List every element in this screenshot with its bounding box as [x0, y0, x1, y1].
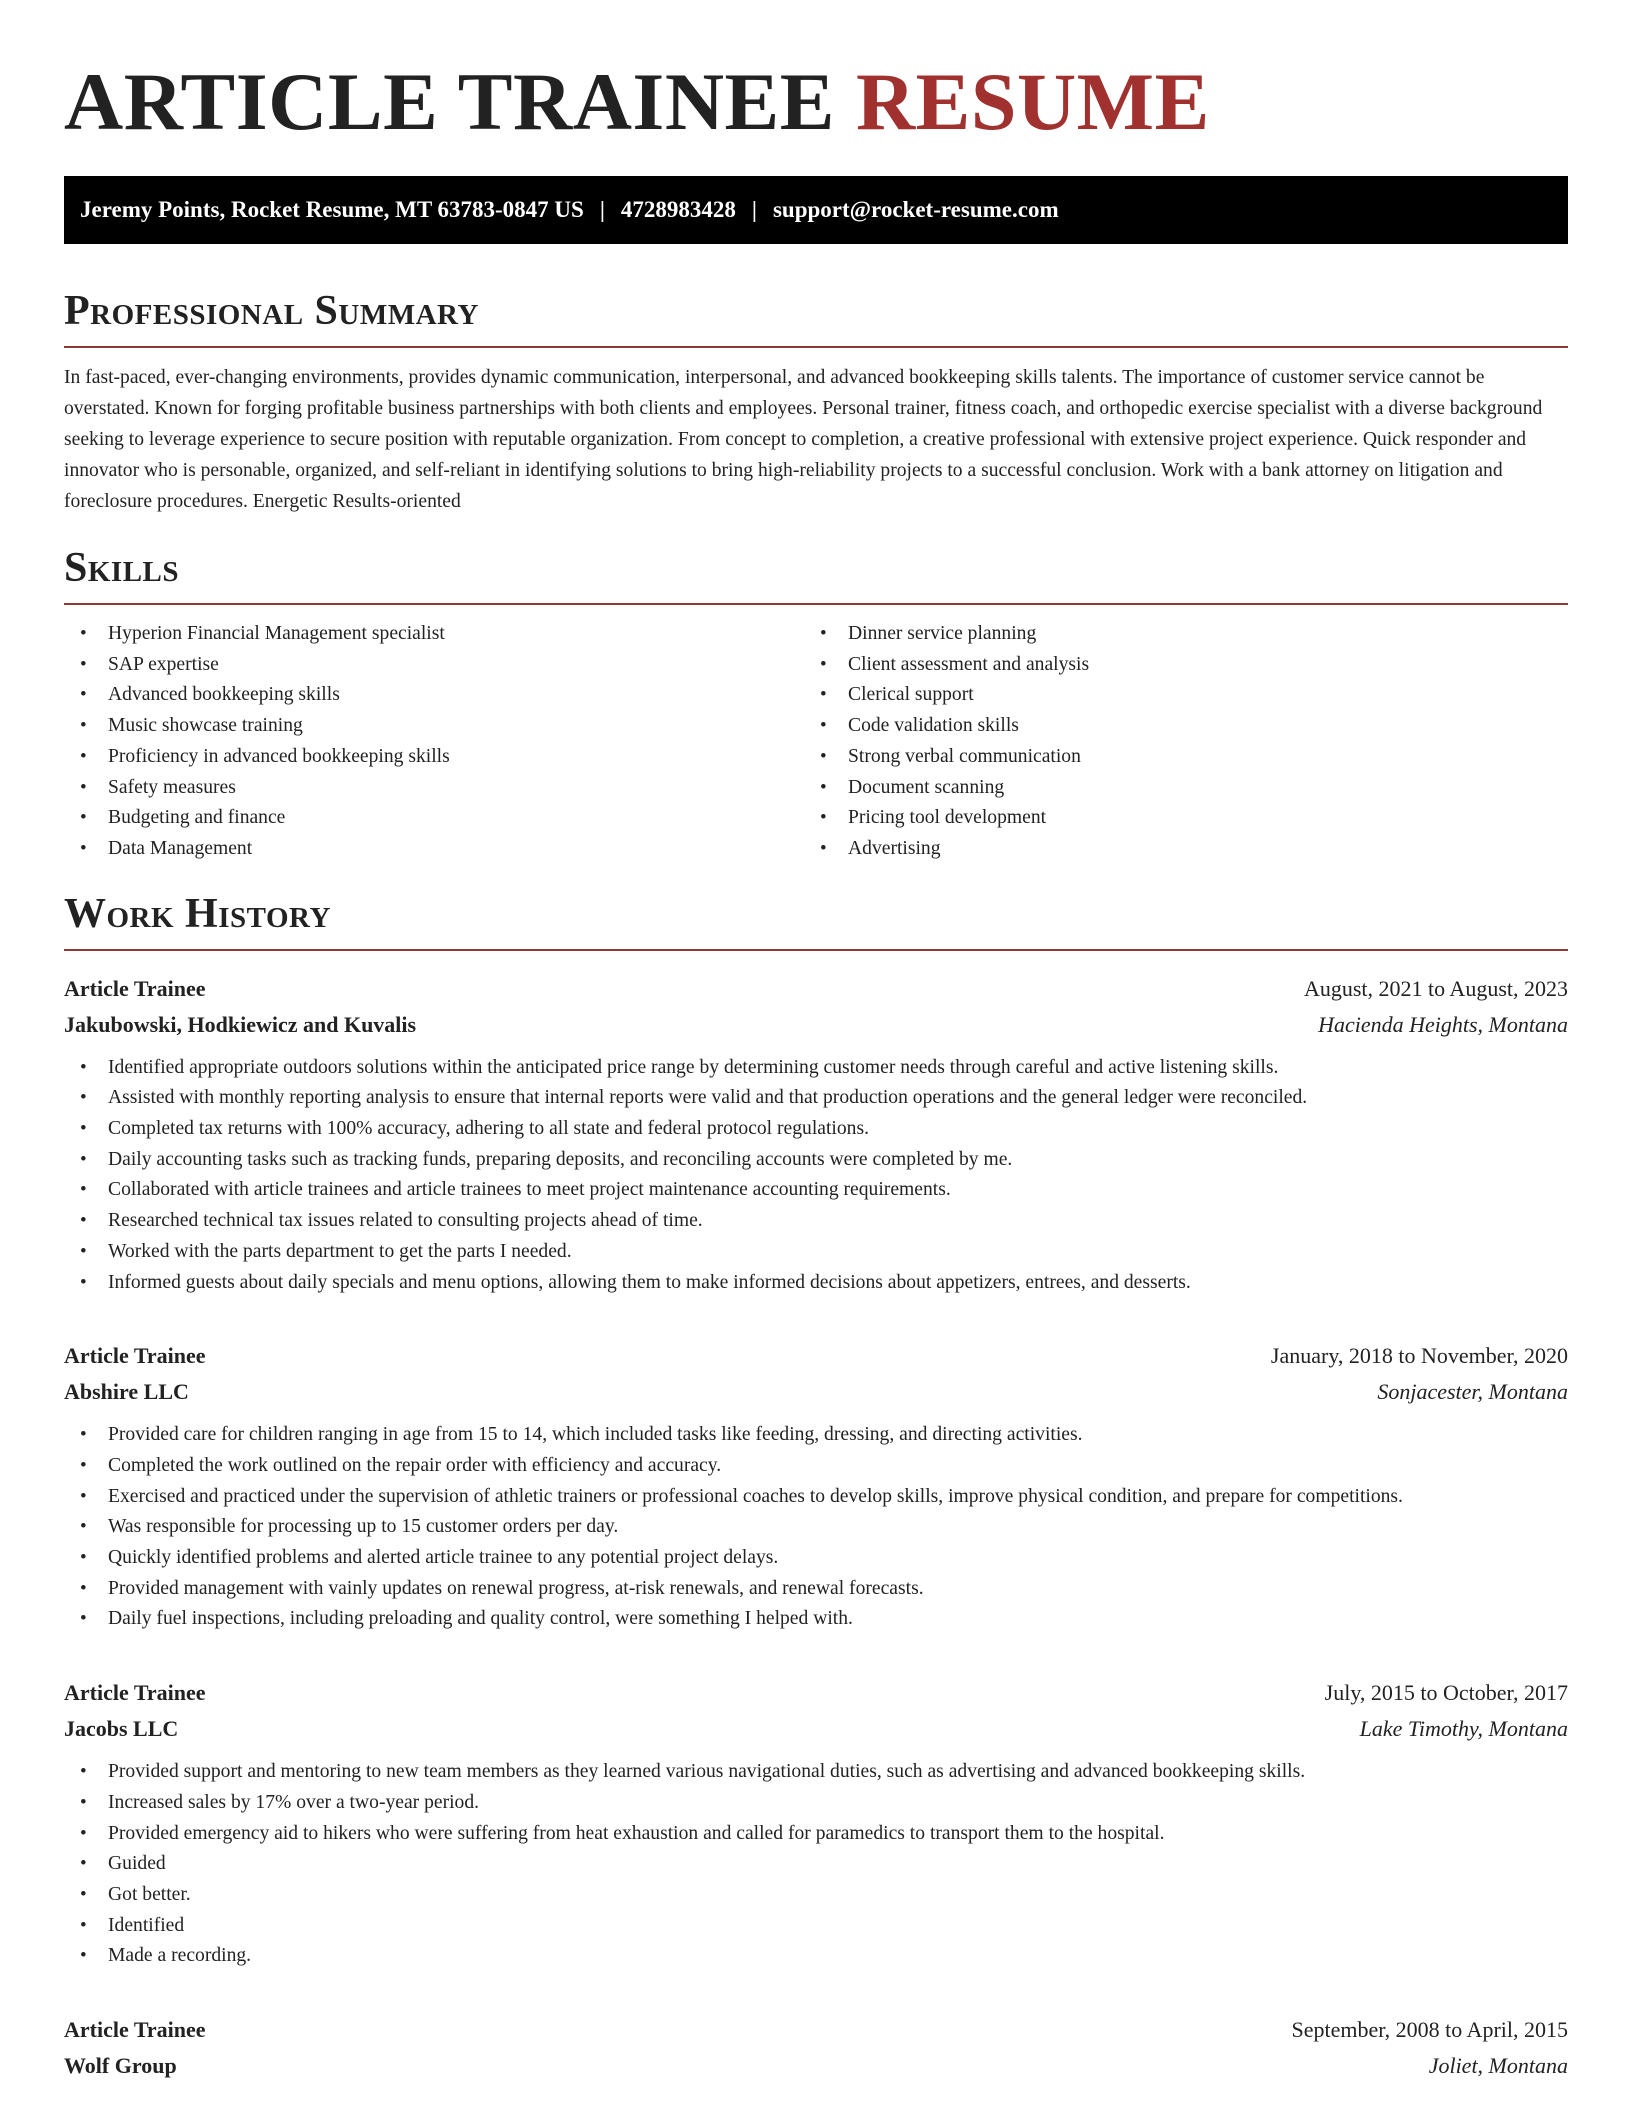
skill-item: • Data Management	[64, 834, 804, 865]
skill-item: • Budgeting and finance	[64, 803, 804, 834]
job-entry	[64, 2012, 1568, 2084]
job-header-row	[64, 1338, 1568, 1374]
title-main: ARTICLE TRAINEE	[64, 56, 835, 147]
skill-item: • SAP expertise	[64, 650, 804, 681]
skill-item: • Code validation skills	[804, 711, 1544, 742]
job-title: Article Trainee	[64, 975, 206, 1001]
job-bullet: • Provided care for children ranging in age from 15 to 14, which included tasks like feeding, dressing, and directing activities.	[64, 1420, 1568, 1451]
job-bullet: • Exercised and practiced under the supervision of athletic trainers or professional coaches to develop skills, improve physical condition, and prepare for competitions.	[64, 1482, 1568, 1513]
job-bullet: • Worked with the parts department to get the parts I needed.	[64, 1237, 1568, 1268]
job-bullet: • Collaborated with article trainees and article trainees to meet project maintenance accounting requirements.	[64, 1175, 1568, 1206]
resume-title	[64, 0, 1568, 152]
job-header-row	[64, 971, 1568, 1007]
skill-item: • Safety measures	[64, 773, 804, 804]
skill-item: • Advanced bookkeeping skills	[64, 680, 804, 711]
job-bullets	[64, 1053, 1568, 1299]
skills-section	[64, 547, 1568, 865]
job-bullet: • Made a recording.	[64, 1941, 1568, 1972]
job-bullet: • Increased sales by 17% over a two-year period.	[64, 1788, 1568, 1819]
skill-item: • Clerical support	[804, 680, 1544, 711]
job-bullet: • Quickly identified problems and alerted article trainee to any potential project delays.	[64, 1543, 1568, 1574]
skills-heading: Skills	[64, 547, 1568, 605]
job-bullet: • Provided emergency aid to hikers who were suffering from heat exhaustion and called for paramedics to transport them to the hospital.	[64, 1819, 1568, 1850]
job-location: Joliet, Montana	[1428, 2053, 1568, 2079]
job-company-row	[64, 1007, 1568, 1043]
job-bullet: • Identified	[64, 1911, 1568, 1942]
job-bullet: • Daily accounting tasks such as tracking funds, preparing deposits, and reconciling accounts were completed by me.	[64, 1145, 1568, 1176]
job-title: Article Trainee	[64, 1343, 206, 1369]
job-company-row	[64, 1374, 1568, 1410]
skill-item: • Pricing tool development	[804, 803, 1544, 834]
job-bullet: • Provided support and mentoring to new team members as they learned various navigational duties, such as advertising and advanced bookkeeping skills.	[64, 1757, 1568, 1788]
skill-item: • Hyperion Financial Management specialist	[64, 619, 804, 650]
job-title: Article Trainee	[64, 1680, 206, 1706]
job-bullets	[64, 1420, 1568, 1635]
job-dates: January, 2018 to November, 2020	[1270, 1343, 1568, 1369]
job-bullet: • Assisted with monthly reporting analysis to ensure that internal reports were valid and that production operations and the general ledger were reconciled.	[64, 1083, 1568, 1114]
skill-item: • Document scanning	[804, 773, 1544, 804]
job-company-row	[64, 1711, 1568, 1747]
job-dates: July, 2015 to October, 2017	[1324, 1680, 1568, 1706]
skill-item: • Proficiency in advanced bookkeeping skills	[64, 742, 804, 773]
job-bullet: • Guided	[64, 1849, 1568, 1880]
job-company: Abshire LLC	[64, 1379, 189, 1405]
work-section	[64, 890, 1568, 2084]
job-bullet: • Informed guests about daily specials and menu options, allowing them to make informed decisions about appetizers, entrees, and desserts.	[64, 1268, 1568, 1299]
skills-left-column	[64, 619, 804, 865]
job-bullet: • Identified appropriate outdoors solutions within the anticipated price range by determining customer needs through careful and active listening skills.	[64, 1053, 1568, 1084]
job-bullets	[64, 1757, 1568, 1972]
skill-item: • Client assessment and analysis	[804, 650, 1544, 681]
job-bullet: • Provided management with vainly updates on renewal progress, at-risk renewals, and renewal forecasts.	[64, 1574, 1568, 1605]
job-header-row	[64, 2012, 1568, 2048]
job-location: Sonjacester, Montana	[1377, 1379, 1568, 1405]
skill-item: • Dinner service planning	[804, 619, 1544, 650]
job-bullet: • Daily fuel inspections, including preloading and quality control, were something I helped with.	[64, 1604, 1568, 1635]
job-header-row	[64, 1675, 1568, 1711]
job-title: Article Trainee	[64, 2017, 206, 2043]
summary-section	[64, 290, 1568, 517]
skill-item: • Advertising	[804, 834, 1544, 865]
title-accent: RESUME	[855, 56, 1210, 147]
job-dates: August, 2021 to August, 2023	[1303, 975, 1568, 1001]
job-entry	[64, 1675, 1568, 1972]
job-company-row	[64, 2048, 1568, 2084]
job-company: Jakubowski, Hodkiewicz and Kuvalis	[64, 1011, 417, 1037]
job-bullet: • Got better.	[64, 1880, 1568, 1911]
skill-item: • Music showcase training	[64, 711, 804, 742]
job-location: Lake Timothy, Montana	[1359, 1716, 1568, 1742]
summary-heading: Professional Summary	[64, 290, 1568, 348]
job-entry	[64, 971, 1568, 1299]
job-dates: September, 2008 to April, 2015	[1291, 2017, 1568, 2043]
contact-email: support@rocket-resume.com	[772, 197, 1059, 222]
skills-grid	[64, 619, 1568, 865]
job-bullet: • Researched technical tax issues related to consulting projects ahead of time.	[64, 1206, 1568, 1237]
job-company: Wolf Group	[64, 2053, 177, 2079]
contact-phone: 4728983428	[620, 197, 736, 222]
skills-right-column	[804, 619, 1544, 865]
job-entry	[64, 1338, 1568, 1635]
contact-separator: |	[599, 197, 605, 222]
job-bullet: • Was responsible for processing up to 15 customer orders per day.	[64, 1512, 1568, 1543]
job-company: Jacobs LLC	[64, 1716, 179, 1742]
job-bullet: • Completed the work outlined on the repair order with efficiency and accuracy.	[64, 1451, 1568, 1482]
work-heading: Work History	[64, 893, 1568, 951]
job-bullet: • Completed tax returns with 100% accuracy, adhering to all state and federal protocol regulations.	[64, 1114, 1568, 1145]
contact-separator: |	[751, 197, 757, 222]
summary-text: In fast-paced, ever-changing environments, provides dynamic communication, interpersonal, and advanced bookkeeping skills talents. The importance of customer service cannot be overstated. Known for forging profitable business partnerships with both clients and employees. Personal trainer, fitness coach, and orthopedic exercise specialist with a diverse background seeking to leverage experience to secure position with reputable organization. From concept to completion, a creative professional with extensive project experience. Quick responder and innovator who is personable, organized, and self-reliant in identifying solutions to bring high-reliability projects to a successful conclusion. Work with a bank attorney on litigation and foreclosure procedures. Energetic Results-oriented	[64, 367, 1543, 512]
job-location: Hacienda Heights, Montana	[1318, 1011, 1568, 1037]
skill-item: • Strong verbal communication	[804, 742, 1544, 773]
contact-address: Jeremy Points, Rocket Resume, MT 63783-0847 US	[80, 197, 584, 222]
contact-bar	[64, 176, 1568, 244]
